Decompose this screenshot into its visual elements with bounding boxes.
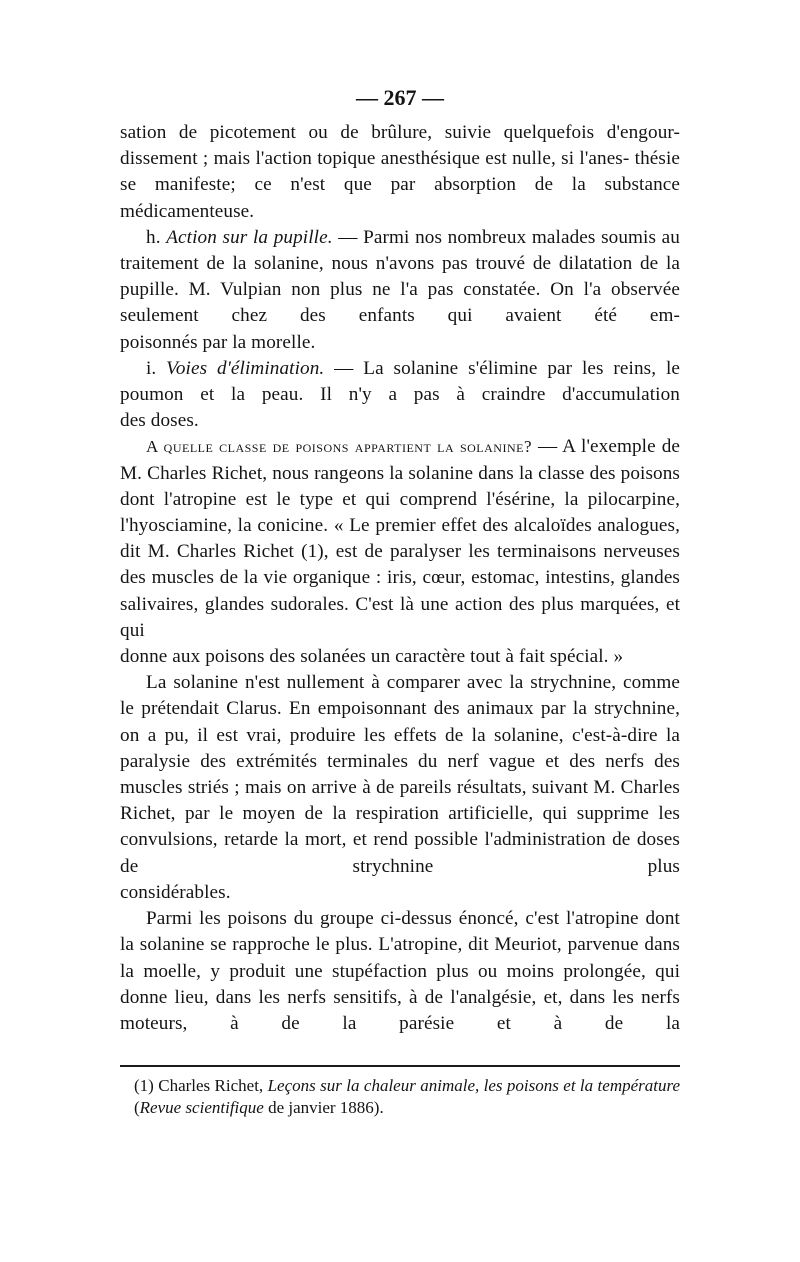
section-title: Voies d'élimination. xyxy=(166,357,325,379)
section-text: — Parmi nos nombreux malades soumis au traitement de la solanine, nous n'avons pas trouvé de dilatation de la pupille. M. Vulpian non plus ne l'a pas constatée. On l'a observée seulement chez des enfants qui avaient été em- xyxy=(120,226,680,327)
footnote-title: Leçons sur la chaleur animale, les poisons et la température xyxy=(267,1076,681,1096)
paragraph-h-end: poisonnés par la morelle. xyxy=(120,331,316,353)
footnote-author: Charles Richet, xyxy=(158,1076,264,1096)
line: thésie se manifeste; ce n'est que par absorption de la substance xyxy=(120,148,680,196)
question-text: — A l'exemple de M. Charles Richet, nous rangeons la solanine dans la classe des poisons dont l'atropine est le type et qui comprend l'ésérine, la pilocarpine, l'hyosciamine, la conicine. « Le premier effet des alcaloïdes analogues, dit M. Charles Richet (1), est de paralyser les terminaisons nerveuses des muscles de la vie organique : iris, cœur, estomac, intestins, glandes salivaires, glandes sudorales. C'est là une action des plus marquées, et qui xyxy=(120,436,681,641)
paragraph-h xyxy=(120,225,680,330)
question-heading: A quelle classe de poisons appartient la solanine? xyxy=(146,437,532,457)
paragraph-question-end: donne aux poisons des solanées un caractère tout à fait spécial. » xyxy=(120,646,624,668)
paragraph-continuation xyxy=(120,120,680,199)
footnote-source: Revue scientifique xyxy=(139,1098,264,1118)
paragraph-continuation-end: médicamenteuse. xyxy=(120,200,255,222)
section-label: h. xyxy=(146,226,161,248)
section-text: — La solanine s'élimine par les reins, le poumon et la peau. Il n'y a pas à craindre d'accumulation xyxy=(120,357,680,406)
footnote-rule xyxy=(120,1065,680,1067)
body-text xyxy=(120,120,680,1037)
paragraph-i-end: des doses. xyxy=(120,410,199,432)
footnote-source-open: ( xyxy=(134,1098,140,1118)
line: dissement ; mais l'action topique anesthésique est nulle, si l'anes- xyxy=(120,148,630,170)
footnote-marker: (1) xyxy=(134,1076,154,1096)
paragraph-question xyxy=(120,434,680,644)
line: sation de picotement ou de brûlure, suivie quelquefois d'engour- xyxy=(120,122,680,143)
section-label: i. xyxy=(146,357,157,379)
paragraph-strychnine-end: considérables. xyxy=(120,881,231,903)
paragraph-strychnine: La solanine n'est nullement à comparer avec la strychnine, comme le prétendait Clarus. En empoisonnant des animaux par la strychnine, on a pu, il est vrai, produire les effets de la solanine, c'est-à-dire la paralysie des extrémités terminales du nerf vague et des nerfs des muscles striés ; mais on arrive à de pareils résultats, suivant M. Charles Richet, par le moyen de la respiration artificielle, qui supprime les convulsions, retarde la mort, et rend possible l'administration de doses de strychnine plus xyxy=(120,672,680,877)
footnote-source-close: de janvier 1886). xyxy=(268,1098,384,1118)
paragraph-atropine: Parmi les poisons du groupe ci-dessus énoncé, c'est l'atropine dont la solanine se rapproche le plus. L'atropine, dit Meuriot, parvenue dans la moelle, y produit une stupéfaction plus ou moins prolongée, qui donne lieu, dans les nerfs sensitifs, à de l'analgésie, et, dans les nerfs moteurs, à de la parésie et à de la xyxy=(120,908,680,1034)
section-title: Action sur la pupille. xyxy=(166,226,333,248)
footnote xyxy=(120,1075,680,1119)
book-page xyxy=(120,84,680,1119)
page-number: — 267 — xyxy=(356,85,444,110)
paragraph-i xyxy=(120,356,680,408)
